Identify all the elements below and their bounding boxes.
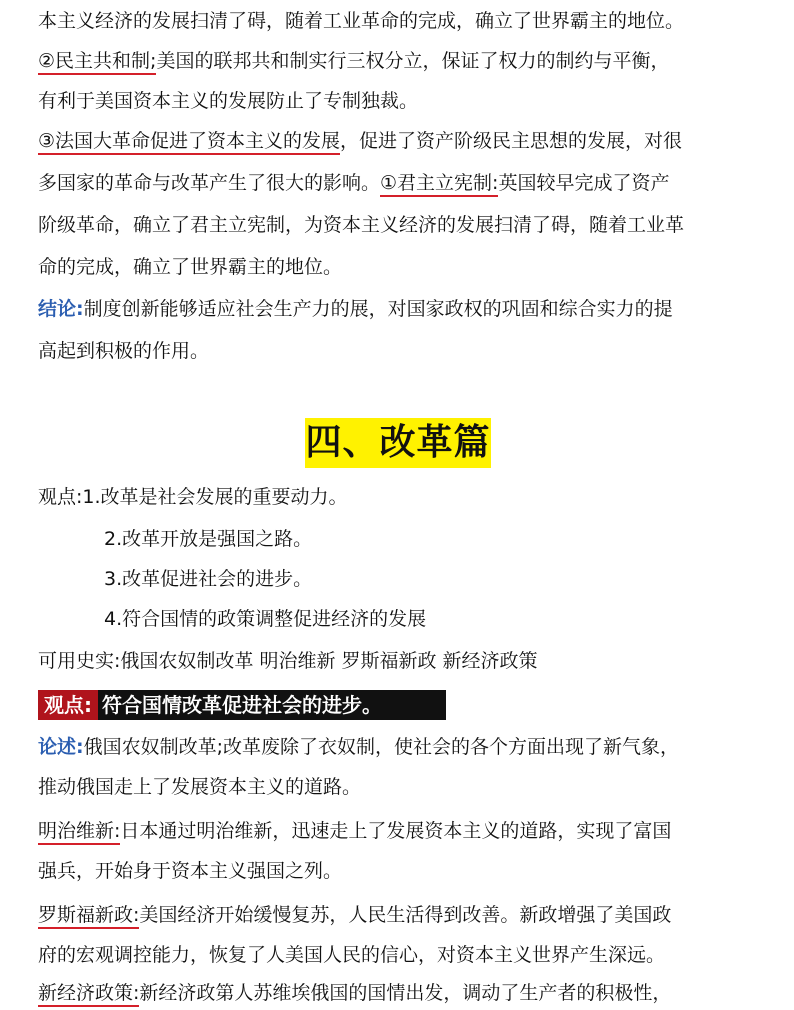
text-run: 俄国农奴制改革;改革废除了衣奴制，使社会的各个方面出现了新气象，: [83, 736, 680, 758]
text-run: 多国家的革命与改革产生了很大的影响。: [38, 172, 381, 194]
text-run: 英国较早完成了资产: [498, 172, 670, 194]
text-line: 有利于美国资本主义的发展防止了专制独裁。: [38, 90, 419, 112]
text-run: 美国经济开始缓慢复苏，人民生活得到改善。新政增强了美国政: [139, 904, 672, 926]
text-line: 强兵，开始身于资本主义强国之列。: [38, 860, 343, 882]
text-line: [38, 818, 778, 844]
text-line: 阶级革命，确立了君主立宪制，为资本主义经济的发展扫清了碍，随着工业革: [38, 214, 685, 236]
text-run: 美国的联邦共和制实行三权分立，保证了权力的制约与平衡，: [156, 50, 670, 72]
text-line: 府的宏观调控能力，恢复了人美国人民的信心，对资本主义世界产生深远。: [38, 944, 666, 966]
text-line: [38, 980, 778, 1006]
text-line: [38, 296, 778, 322]
highlight-text: 符合国情改革促进社会的进步。: [102, 693, 382, 717]
highlight-label: 观点:: [38, 690, 98, 720]
text-run: 新经济政第人苏维埃俄国的国情出发，调动了生产者的积极性，: [139, 982, 672, 1004]
text-line: 高起到积极的作用。: [38, 340, 210, 362]
text-line: [38, 170, 778, 196]
view-item: 2.改革开放是强国之路。: [104, 528, 313, 550]
underlined-heading: 新经济政策:: [38, 982, 139, 1007]
text-line: [38, 48, 778, 74]
text-line: [38, 128, 778, 154]
conclusion-label: 结论:: [38, 298, 84, 320]
underlined-heading: ②民主共和制;: [38, 50, 156, 75]
views-line: [38, 484, 778, 510]
underlined-heading: ③法国大革命促进了资本主义的发展: [38, 130, 340, 155]
usable-facts: 可用史实:俄国农奴制改革 明治维新 罗斯福新政 新经济政策: [38, 650, 538, 672]
underlined-heading: 明治维新:: [38, 820, 120, 845]
view-item: 4.符合国情的政策调整促进经济的发展: [104, 608, 427, 630]
text-run: 日本通过明治维新，迅速走上了发展资本主义的道路，实现了富国: [120, 820, 672, 842]
text-line: 推动俄国走上了发展资本主义的道路。: [38, 776, 362, 798]
text-run: 制度创新能够适应社会生产力的展，对国家政权的巩固和综合实力的提: [83, 298, 673, 320]
view-item: 1.改革是社会发展的重要动力。: [82, 486, 348, 508]
section-heading: 四、改革篇: [305, 418, 491, 468]
text-line: 命的完成，确立了世界霸主的地位。: [38, 256, 343, 278]
underlined-heading: ①君主立宪制:: [380, 172, 498, 197]
views-label: 观点:: [38, 486, 83, 508]
argument-label: 论述:: [38, 736, 84, 758]
text-line: 本主义经济的发展扫清了碍，随着工业革命的完成，确立了世界霸主的地位。: [38, 10, 685, 32]
text-run: ，促进了资产阶级民主思想的发展，对很: [340, 130, 683, 152]
text-line: [38, 734, 778, 760]
view-item: 3.改革促进社会的进步。: [104, 568, 313, 590]
text-line: [38, 902, 778, 928]
highlight-box: [38, 690, 446, 720]
underlined-heading: 罗斯福新政:: [38, 904, 139, 929]
